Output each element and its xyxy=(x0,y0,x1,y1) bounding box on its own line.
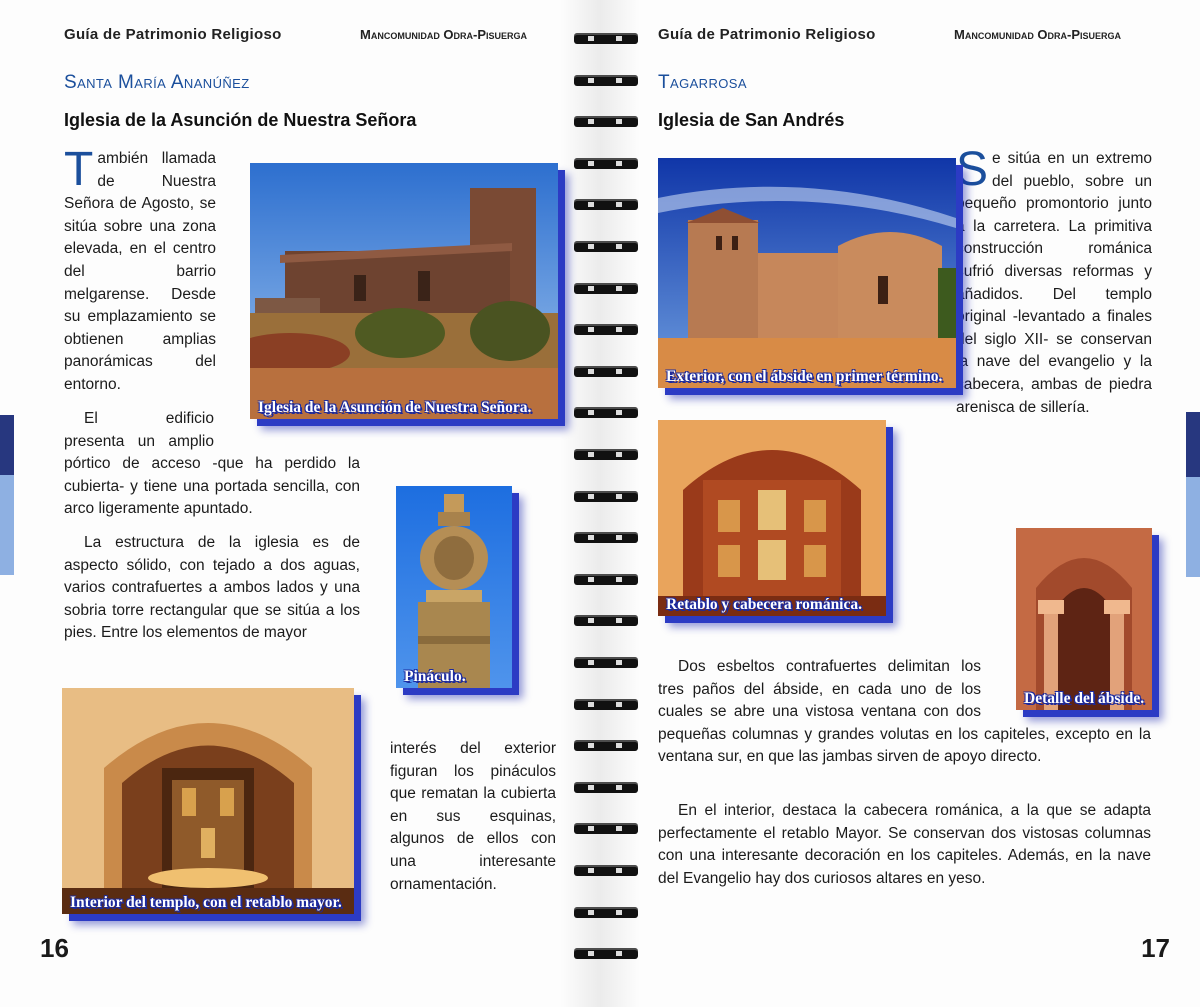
paragraph-portico: El edificio presenta un amplio pórtico de acceso -que ha perdido la cubierta- y tiene una portada sencilla, con arco ligeramente apuntado. xyxy=(64,410,360,518)
paragraph-structure: La estructura de la iglesia es de aspecto sólido, con tejado a dos aguas, varios contrafuertes a ambos lados y una sobria torre rectangular que se sitúa a los pies. Entre los elementos de mayor xyxy=(64,534,360,642)
spiral-binding xyxy=(570,30,640,980)
spiral-ring xyxy=(574,404,638,422)
caption-retablo: Retablo y cabecera románica. xyxy=(666,596,862,613)
spiral-ring xyxy=(574,696,638,714)
header-guide-title: Guía de Patrimonio Religioso xyxy=(64,26,282,43)
spiral-ring xyxy=(574,30,638,48)
church-title: Iglesia de la Asunción de Nuestra Señora xyxy=(64,110,417,130)
caption-interior: Interior del templo, con el retablo mayor. xyxy=(70,894,342,911)
spiral-ring xyxy=(574,529,638,547)
header-guide-title: Guía de Patrimonio Religioso xyxy=(658,26,876,43)
spiral-ring xyxy=(574,737,638,755)
caption-pinnacle: Pináculo. xyxy=(404,668,466,685)
place-title: Santa María Ananúñez xyxy=(64,72,250,93)
paragraph-intro: Se sitúa en un extremo del pueblo, sobre un pequeño promontorio junto a la carretera. La primitiva construcción románica sufrió diversas reformas y añadidos. Del templo original -levantado a finales del siglo XII- se conservan la nave del evangelio y la cabecera, ambas de piedra arenisca de sillería. xyxy=(956,143,1152,416)
spiral-ring xyxy=(574,862,638,880)
spiral-ring xyxy=(574,945,638,963)
page-number: 16 xyxy=(40,933,69,963)
edge-tab-right-light xyxy=(1186,477,1200,577)
spiral-ring xyxy=(574,904,638,922)
header-publisher: Mancomunidad Odra-Pisuerga xyxy=(360,27,528,42)
interior-photo xyxy=(62,688,354,914)
spiral-ring xyxy=(574,72,638,90)
spiral-ring xyxy=(574,779,638,797)
paragraph-apse: Dos esbeltos contrafuertes delimitan los tres paños del ábside, en cada uno de los cuales se abre una vistosa ventana con dos pequeñas columnas y grandes volutas en los capiteles, excepto en la ventana sur, en que las jambas sirven de apoyo directo. xyxy=(658,658,1151,766)
paragraph-structure-continued: interés del exterior figuran los pináculos que rematan la cubierta en sus esquinas, algunos de ellos con una interesante ornamentación. xyxy=(390,740,556,893)
caption-church-photo: Iglesia de la Asunción de Nuestra Señora. xyxy=(258,399,532,416)
spiral-ring xyxy=(574,321,638,339)
apse-detail-photo xyxy=(1016,528,1152,710)
spiral-ring xyxy=(574,612,638,630)
spiral-ring xyxy=(574,155,638,173)
caption-detail: Detalle del ábside. xyxy=(1024,690,1145,707)
edge-tab-left xyxy=(0,415,14,475)
spiral-ring xyxy=(574,363,638,381)
edge-tab-left-light xyxy=(0,475,14,575)
spiral-ring xyxy=(574,446,638,464)
header-publisher: Mancomunidad Odra-Pisuerga xyxy=(954,27,1122,42)
spiral-ring xyxy=(574,820,638,838)
drop-cap: T xyxy=(64,143,94,196)
spiral-ring xyxy=(574,280,638,298)
paragraph-interior: En el interior, destaca la cabecera románica, a la que se adapta perfectamente el retablo Mayor. Se conservan dos vistosas columnas con una interesante decoración en los capiteles. Además, en la nave del Evangelio hay dos curiosos altares en yeso. xyxy=(658,802,1151,887)
retablo-photo xyxy=(658,420,886,616)
caption-exterior: Exterior, con el ábside en primer término. xyxy=(666,368,943,385)
drop-cap: S xyxy=(956,143,989,196)
church-exterior-photo xyxy=(250,163,558,419)
church-title: Iglesia de San Andrés xyxy=(658,110,845,130)
place-title: Tagarrosa xyxy=(658,72,747,93)
spiral-ring xyxy=(574,571,638,589)
spiral-ring xyxy=(574,488,638,506)
right-page xyxy=(600,0,1200,1007)
pinnacle-photo xyxy=(396,486,512,688)
exterior-photo xyxy=(658,158,956,388)
spiral-ring xyxy=(574,196,638,214)
paragraph-intro: También llamada de Nuestra Señora de Agosto, se sitúa sobre una zona elevada, en el centro del barrio melgarense. Desde su emplazamiento se obtienen amplias panorámicas del entorno. xyxy=(64,143,216,393)
spiral-ring xyxy=(574,113,638,131)
edge-tab-right xyxy=(1186,412,1200,477)
page-number: 17 xyxy=(1141,933,1170,963)
spiral-ring xyxy=(574,654,638,672)
spiral-ring xyxy=(574,238,638,256)
